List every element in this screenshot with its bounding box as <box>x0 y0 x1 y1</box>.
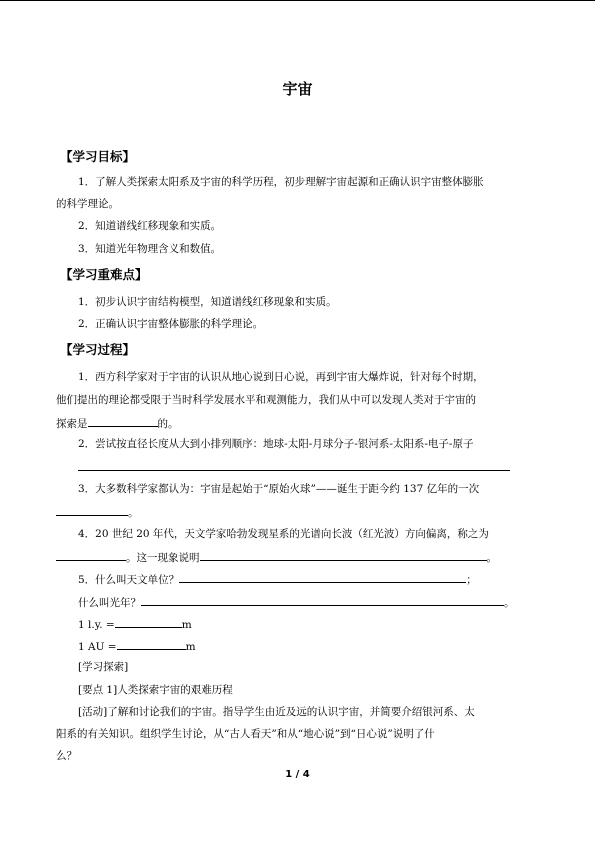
question-5a-end: ； <box>466 574 477 586</box>
page-top-rule <box>0 0 595 1</box>
goal-item-1-cont: 的科学理论。 <box>56 198 119 210</box>
goal-item-3: 3．知道光年物理含义和数值。 <box>78 243 222 255</box>
question-2: 2．尝试按直径长度从大到小排列顺序：地球-太阳-月球分子-银河系-太阳系-电子-原子 <box>78 438 474 450</box>
question-5a-line <box>78 571 477 587</box>
activity-cont-2: 么？ <box>56 750 77 762</box>
activity: [活动]了解和讨论我们的宇宙。指导学生由近及远的认识宇宙，并简要介绍银河系、太 <box>78 706 475 718</box>
question-4-mid: 。这一现象说明 <box>126 552 200 564</box>
question-1-post: 的。 <box>157 418 179 430</box>
answer-blank-ly[interactable] <box>115 616 182 628</box>
question-1-blank-line <box>56 415 179 431</box>
question-3-blank-line <box>56 504 139 520</box>
answer-blank-3[interactable] <box>56 504 128 516</box>
question-5a: 5．什么叫天文单位？ <box>78 574 180 586</box>
process-heading: 【学习过程】 <box>60 342 136 357</box>
question-3: 3．大多数科学家都认为：宇宙是起始于“原始火球”——诞生于距今约 137 亿年的一次 <box>78 483 480 495</box>
question-4: 4．20 世纪 20 年代，天文学家哈勃发现星系的光谱向长波（红光波）方向偏离，称之为 <box>78 528 489 540</box>
goals-heading: 【学习目标】 <box>60 149 136 164</box>
activity-cont-1: 阳系的有关知识。组织学生讨论，从“古人看天”和从“地心说”到“日心说”说明了什 <box>56 728 435 740</box>
page-title: 宇宙 <box>282 80 313 98</box>
au-label: 1 AU = <box>78 641 117 653</box>
question-5b-line <box>78 594 515 610</box>
light-year-unit: m <box>181 619 192 631</box>
question-4-end: 。 <box>486 552 497 564</box>
question-3-end: 。 <box>128 507 139 519</box>
answer-blank-5a[interactable] <box>179 571 466 583</box>
question-5b: 什么叫光年？ <box>78 597 141 609</box>
light-year-line <box>78 616 192 632</box>
page-number: 1 / 4 <box>285 769 310 780</box>
answer-blank-au[interactable] <box>117 638 186 650</box>
answer-blank-4a[interactable] <box>56 549 126 561</box>
question-4-blank-line <box>56 549 497 565</box>
question-1-cont: 他们提出的理论都受限于当时科学发展水平和观测能力，我们从中可以发现人类对于宇宙的 <box>56 394 476 406</box>
answer-blank-5b[interactable] <box>141 594 504 606</box>
key-point-1: 1．初步认识宇宙结构模型，知道谱线红移现象和实质。 <box>78 296 337 308</box>
key-point-2: 2．正确认识宇宙整体膨胀的科学理论。 <box>78 318 264 330</box>
answer-blank-4b[interactable] <box>200 549 487 561</box>
explore-label: [学习探索] <box>78 661 129 673</box>
point-1: [要点 1]人类探索宇宙的艰难历程 <box>78 684 233 696</box>
au-line <box>78 638 196 654</box>
question-5b-end: 。 <box>504 597 515 609</box>
answer-blank-2[interactable] <box>78 470 510 471</box>
key-points-heading: 【学习重难点】 <box>60 267 148 282</box>
au-unit: m <box>185 641 196 653</box>
goal-item-2: 2．知道谱线红移现象和实质。 <box>78 220 222 232</box>
light-year-label: 1 l.y. = <box>78 619 115 631</box>
question-1: 1．西方科学家对于宇宙的认识从地心说到日心说，再到宇宙大爆炸说，针对每个时期， <box>78 371 484 383</box>
goal-item-1: 1．了解人类探索太阳系及宇宙的科学历程，初步理解宇宙起源和正确认识宇宙整体膨胀 <box>78 176 484 188</box>
answer-blank-1[interactable] <box>88 415 158 427</box>
question-1-pre: 探索是 <box>56 418 88 430</box>
